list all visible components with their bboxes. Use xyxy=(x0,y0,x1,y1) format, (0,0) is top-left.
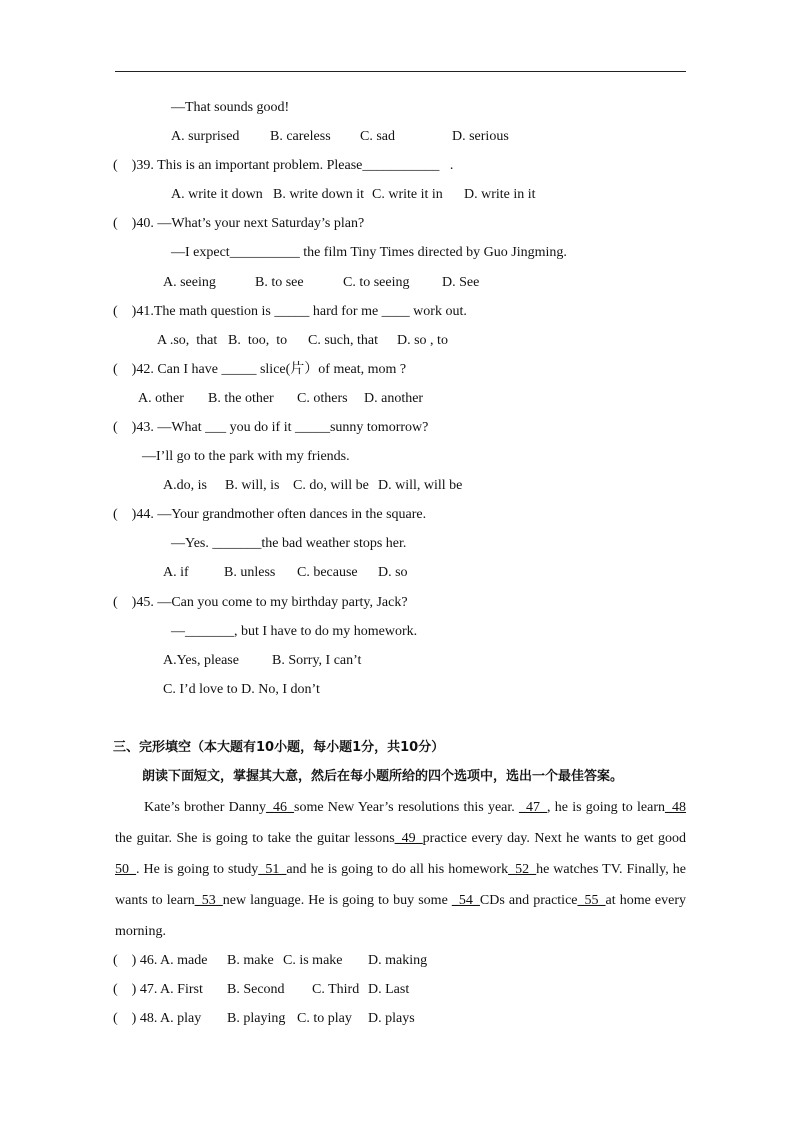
blank-47: _47_ xyxy=(519,800,548,815)
q46-stem: ( ) 46. A. made xyxy=(113,953,208,968)
q48-option-b: B. playing xyxy=(227,1011,286,1026)
q41-option-b: B. too, to xyxy=(228,333,288,348)
q46-option-d: D. making xyxy=(368,953,428,968)
q44-option-d: D. so xyxy=(378,565,408,580)
passage-text: . He is going to study xyxy=(136,862,259,877)
passage-text: some New Year’s resolutions this year. xyxy=(294,800,520,815)
q39-option-c: C. write it in xyxy=(372,187,443,202)
q41-option-a: A .so, that xyxy=(157,333,218,348)
q45-options-cd: C. I’d love to D. No, I don’t xyxy=(163,682,320,697)
q48-option-c: C. to play xyxy=(297,1011,352,1026)
q48-stem: ( ) 48. A. play xyxy=(113,1011,202,1026)
passage-text: CDs and practice xyxy=(479,893,578,908)
q43-option-c: C. do, will be xyxy=(293,478,369,493)
passage-text: he watches TV. Finally, he wants to learn xyxy=(115,862,686,908)
q38-option-c: C. sad xyxy=(360,129,395,144)
q44-option-a: A. if xyxy=(163,565,189,580)
blank-49: _49_ xyxy=(394,831,423,846)
blank-53: _53_ xyxy=(194,893,223,908)
q47-option-d: D. Last xyxy=(368,982,410,997)
q46-option-b: B. make xyxy=(227,953,274,968)
blank-55: _55_ xyxy=(577,893,606,908)
q47-option-c: C. Third xyxy=(312,982,360,997)
q43-stem: ( )43. —What ___ you do if it _____sunny tomorrow? xyxy=(113,420,429,435)
passage-text: , he is going to learn xyxy=(547,800,665,815)
q43-reply: —I’ll go to the park with my friends. xyxy=(142,449,350,464)
section-heading: 三、完形填空（本大题有10小题，每小题1分，共10分） xyxy=(113,740,445,755)
q39-option-b: B. write down it xyxy=(273,187,364,202)
q38-option-d: D. serious xyxy=(452,129,509,144)
q40-option-a: A. seeing xyxy=(163,275,216,290)
blank-46: _46_ xyxy=(266,800,294,815)
q44-option-c: C. because xyxy=(297,565,358,580)
q43-option-b: B. will, is xyxy=(225,478,280,493)
q40-stem: ( )40. —What’s your next Saturday’s plan? xyxy=(113,216,365,231)
q44-reply: —Yes. _______the bad weather stops her. xyxy=(171,536,407,551)
q42-option-d: D. another xyxy=(364,391,424,406)
blank-50: 50_ xyxy=(115,862,136,877)
q44-option-b: B. unless xyxy=(224,565,276,580)
header-rule xyxy=(115,71,686,72)
q38-reply: —That sounds good! xyxy=(171,100,290,115)
q40-reply: —I expect__________ the film Tiny Times directed by Guo Jingming. xyxy=(171,245,567,260)
blank-48: _48 xyxy=(665,800,686,815)
section-instruction: 朗读下面短文，掌握其大意，然后在每小题所给的四个选项中，选出一个最佳答案。 xyxy=(142,769,624,784)
q48-option-d: D. plays xyxy=(368,1011,415,1026)
passage-text: and he is going to do all his homework xyxy=(286,862,509,877)
q42-option-a: A. other xyxy=(138,391,184,406)
passage-text: new language. He is going to buy some xyxy=(222,893,452,908)
q45-stem: ( )45. —Can you come to my birthday party, Jack? xyxy=(113,595,408,610)
q47-option-b: B. Second xyxy=(227,982,285,997)
passage-text: at home every morning. xyxy=(115,893,686,939)
blank-54: _54_ xyxy=(451,893,480,908)
q39-stem: ( )39. This is an important problem. Please___________ . xyxy=(113,158,454,173)
passage-text: Kate’s brother Danny xyxy=(144,800,266,815)
q43-option-a: A.do, is xyxy=(163,478,207,493)
q38-option-a: A. surprised xyxy=(171,129,240,144)
q44-stem: ( )44. —Your grandmother often dances in the square. xyxy=(113,507,427,522)
q39-option-a: A. write it down xyxy=(171,187,263,202)
q47-stem: ( ) 47. A. First xyxy=(113,982,203,997)
blank-52: _52_ xyxy=(508,862,537,877)
blank-51: _51_ xyxy=(258,862,287,877)
q40-option-d: D. See xyxy=(442,275,480,290)
q42-option-c: C. others xyxy=(297,391,348,406)
q41-option-c: C. such, that xyxy=(308,333,378,348)
q45-reply: —_______, but I have to do my homework. xyxy=(171,624,418,639)
passage-text: practice every day. Next he wants to get good xyxy=(422,831,686,846)
q42-option-b: B. the other xyxy=(208,391,274,406)
q41-stem: ( )41.The math question is _____ hard for me ____ work out. xyxy=(113,304,467,319)
cloze-passage xyxy=(115,792,686,947)
q43-option-d: D. will, will be xyxy=(378,478,463,493)
q40-option-c: C. to seeing xyxy=(343,275,410,290)
q41-option-d: D. so , to xyxy=(397,333,448,348)
q40-option-b: B. to see xyxy=(255,275,304,290)
q39-option-d: D. write in it xyxy=(464,187,536,202)
q46-option-c: C. is make xyxy=(283,953,343,968)
q42-stem: ( )42. Can I have _____ slice(片）of meat, mom ? xyxy=(113,362,407,377)
q45-option-b: B. Sorry, I can’t xyxy=(272,653,362,668)
q38-option-b: B. careless xyxy=(270,129,331,144)
passage-text: the guitar. She is going to take the guitar lessons xyxy=(115,831,395,846)
q45-option-a: A.Yes, please xyxy=(163,653,239,668)
